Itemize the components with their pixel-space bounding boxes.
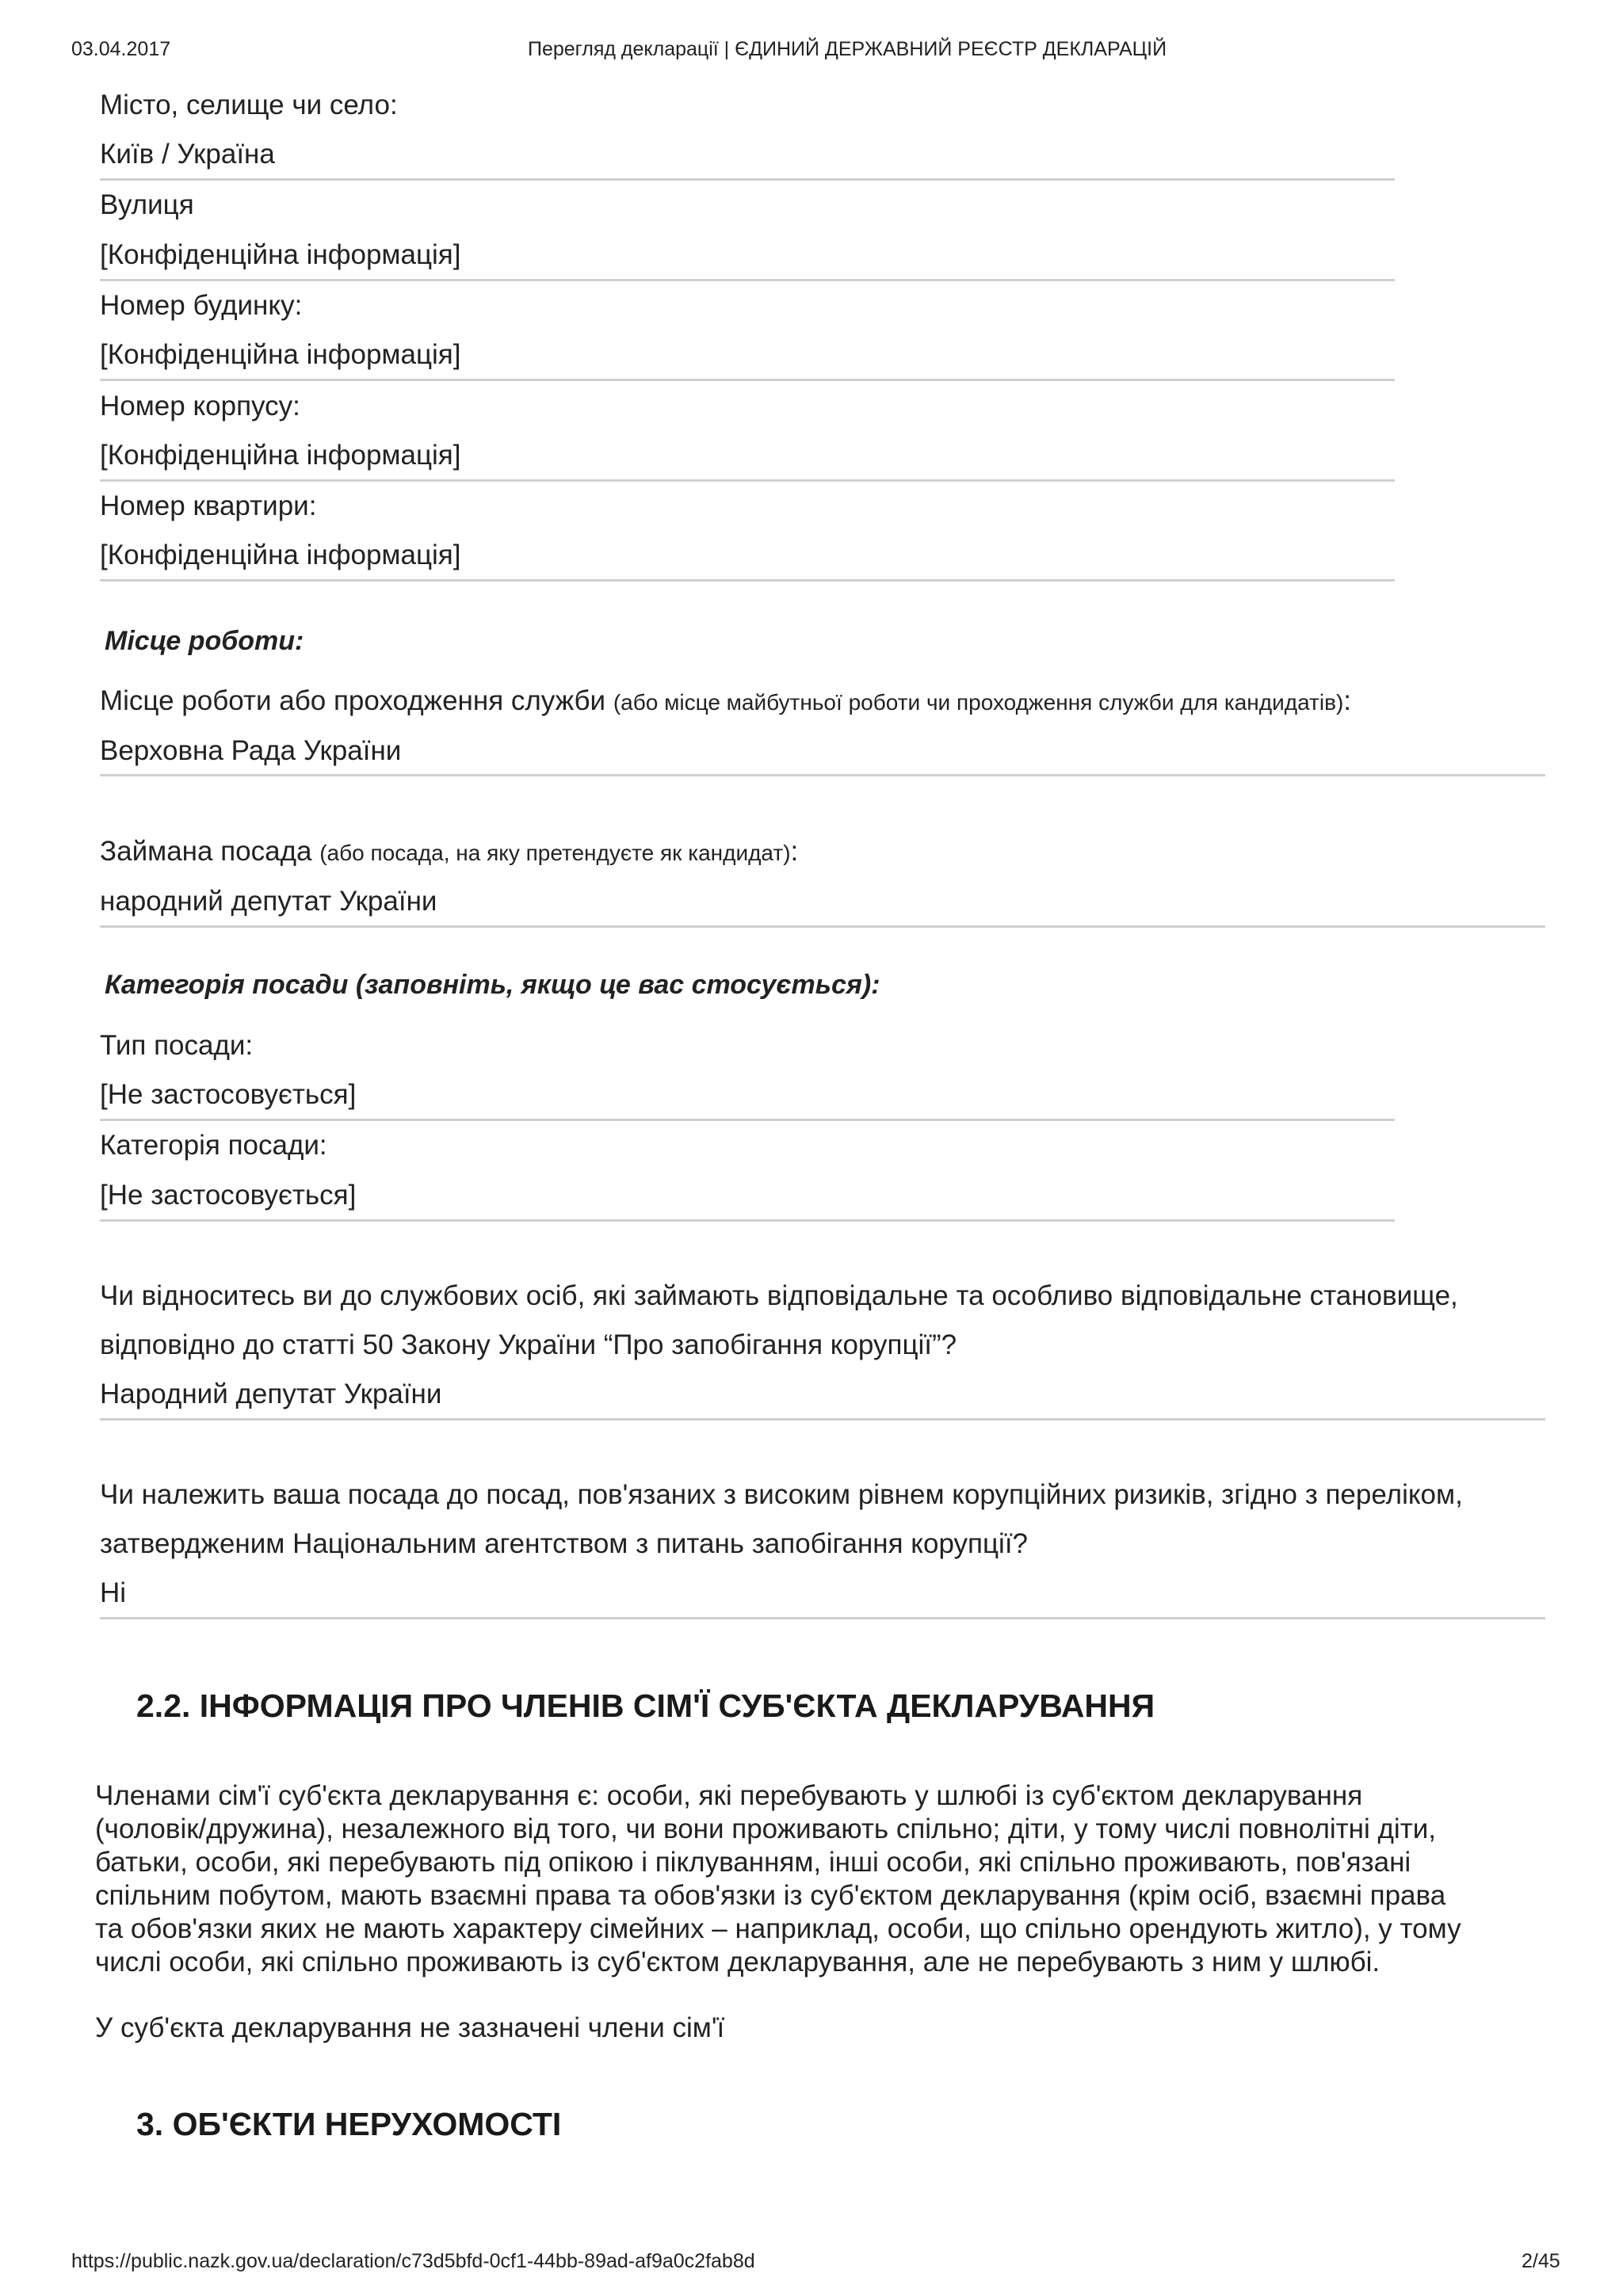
position-label-text: Займана посада [100, 836, 312, 867]
position-category-value: [Не застосовується] [100, 1180, 357, 1211]
position-category-label: Категорія посади: [100, 1130, 327, 1161]
apartment-value: [Конфіденційна інформація] [100, 540, 461, 570]
building-value: [Конфіденційна інформація] [100, 440, 461, 471]
no-family-members-note: У суб'єкта декларування не зазначені члени сім'ї [95, 2012, 725, 2043]
responsible-position-question-line1: Чи відноситесь ви до службових осіб, які займають відповідальне та особливо відповідальне становище, [100, 1280, 1458, 1311]
position-type-label: Тип посади: [100, 1030, 254, 1061]
family-description-line: та обов'язки яких не мають характеру сімейних – наприклад, особи, що спільно орендують житло), у тому [95, 1913, 1461, 1944]
divider [100, 178, 1395, 181]
divider [100, 279, 1395, 281]
divider [100, 1418, 1545, 1421]
workplace-value: Верховна Рада України [100, 735, 402, 766]
family-description-line: спільним побутом, мають взаємні права та обов'язки із суб'єктом декларування (крім осіб, взаємні права [95, 1880, 1446, 1911]
position-type-value: [Не застосовується] [100, 1079, 357, 1110]
city-value: Київ / Україна [100, 139, 275, 170]
category-heading: Категорія посади (заповніть, якщо це вас стосується): [105, 970, 880, 1000]
divider [100, 579, 1395, 582]
divider [100, 379, 1395, 381]
print-date: 03.04.2017 [71, 38, 171, 60]
family-section-title: 2.2. ІНФОРМАЦІЯ ПРО ЧЛЕНІВ СІМ'Ї СУБ'ЄКТА ДЕКЛАРУВАННЯ [136, 1688, 1155, 1724]
workplace-heading: Місце роботи: [105, 626, 304, 656]
position-label [100, 836, 798, 869]
family-description [95, 1779, 1569, 1979]
family-description-line: (чоловік/дружина), незалежного від того, чи вони проживають спільно; діти, у тому числі повнолітні діти, [95, 1814, 1437, 1844]
apartment-label: Номер квартири: [100, 490, 317, 521]
position-label-note: (або посада, на яку претендуєте як кандидат) [319, 841, 791, 865]
corruption-risk-question-line1: Чи належить ваша посада до посад, пов'язаних з високим рівнем корупційних ризиків, згідно з переліком, [100, 1479, 1463, 1510]
responsible-position-question-line2: відповідно до статті 50 Закону України “Про запобігання корупції”? [100, 1329, 957, 1360]
print-title: Перегляд декларації | ЄДИНИЙ ДЕРЖАВНИЙ РЕЄСТР ДЕКЛАРАЦІЙ [528, 38, 1167, 60]
page-number: 2/45 [1522, 2250, 1560, 2272]
city-label: Місто, селище чи село: [100, 90, 398, 120]
workplace-label-text: Місце роботи або проходження служби [100, 685, 606, 716]
workplace-label [100, 685, 1351, 719]
divider [100, 1219, 1395, 1222]
divider [100, 479, 1395, 482]
family-description-line: Членами сім'ї суб'єкта декларування є: особи, які перебувають у шлюбі із суб'єктом декларування [95, 1780, 1363, 1811]
street-value: [Конфіденційна інформація] [100, 239, 461, 270]
position-value: народний депутат України [100, 886, 437, 917]
house-value: [Конфіденційна інформація] [100, 339, 461, 370]
position-label-colon: : [790, 836, 799, 867]
corruption-risk-answer: Ні [100, 1577, 127, 1608]
responsible-position-answer: Народний депутат України [100, 1379, 442, 1409]
house-label: Номер будинку: [100, 290, 303, 321]
corruption-risk-question-line2: затвердженим Національним агентством з питань запобігання корупції? [100, 1528, 1029, 1559]
divider [100, 1119, 1395, 1121]
family-description-line: числі особи, які спільно проживають із суб'єктом декларування, але не перебувають з ним у шлюбі. [95, 1947, 1381, 1978]
building-label: Номер корпусу: [100, 391, 300, 421]
divider [100, 925, 1545, 928]
family-description-line: батьки, особи, які перебувають під опікою і піклуванням, інші особи, які спільно проживають, пов'язані [95, 1847, 1411, 1878]
realty-section-title: 3. ОБ'ЄКТИ НЕРУХОМОСТІ [136, 2106, 562, 2142]
divider [100, 1617, 1545, 1619]
workplace-label-note: (або місце майбутньої роботи чи проходження служби для кандидатів) [613, 690, 1344, 715]
street-label: Вулиця [100, 189, 194, 220]
workplace-label-colon: : [1343, 685, 1352, 716]
divider [100, 774, 1545, 776]
print-url: https://public.nazk.gov.ua/declaration/c73d5bfd-0cf1-44bb-89ad-af9a0c2fab8d [71, 2250, 755, 2272]
